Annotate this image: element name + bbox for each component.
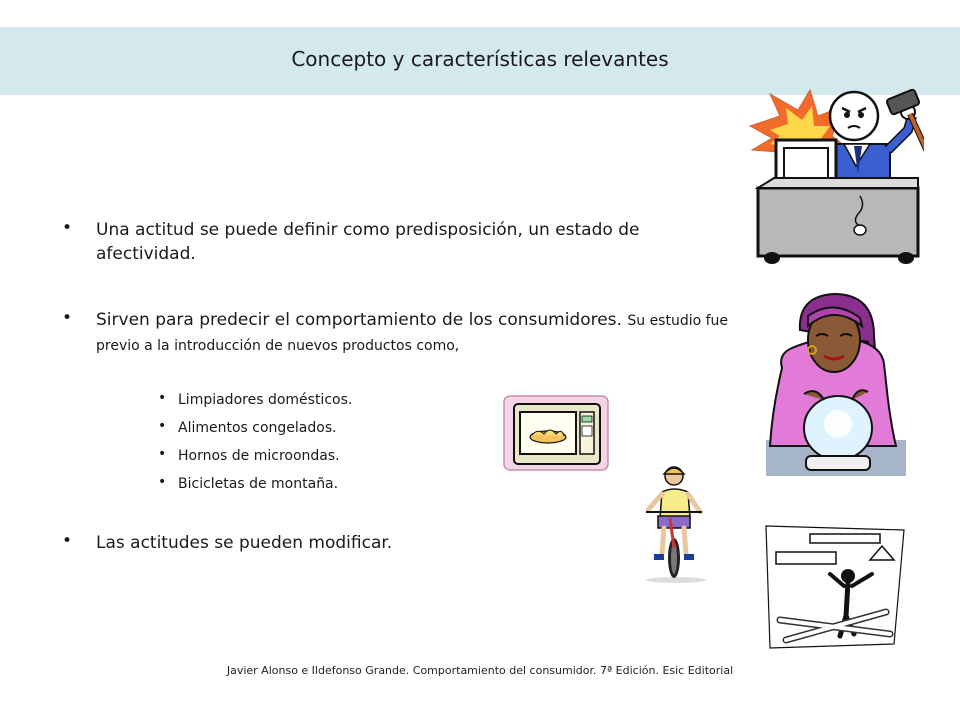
bullet-text — [96, 308, 736, 358]
sub-bullet-text: Hornos de microondas. — [178, 448, 340, 464]
fortune-teller-crystal-ball-clipart — [764, 290, 906, 482]
bullet-marker: • — [158, 474, 167, 490]
cyclist-clipart — [640, 462, 710, 584]
sub-bullet-text: Limpiadores domésticos. — [178, 392, 353, 408]
bullet-marker: • — [158, 418, 167, 434]
bullet-marker: • — [158, 390, 167, 406]
bullet-marker: • — [62, 308, 73, 328]
bullet-text: Las actitudes se pueden modificar. — [96, 533, 393, 553]
bullet-marker: • — [62, 218, 73, 238]
bullet-text-small: Su estudio fue previo a la introducción de nuevos productos como, — [96, 313, 729, 354]
slide-title: Concepto y características relevantes — [291, 47, 669, 71]
bullet-marker: • — [158, 446, 167, 462]
footer-citation: Javier Alonso e Ildefonso Grande. Comportamiento del consumidor. 7ª Edición. Esic Editorial — [226, 664, 734, 677]
bullet-marker: • — [62, 531, 73, 551]
sub-bullet-text: Bicicletas de montaña. — [178, 476, 339, 492]
bullet-text: Una actitud se puede definir como predisposición, un estado de afectividad. — [96, 220, 640, 264]
sub-bullet-text: Alimentos congelados. — [178, 420, 337, 436]
bullet-text-main: Sirven para predecir el comportamiento de los consumidores. — [96, 310, 622, 330]
angry-judge-computer-clipart — [748, 86, 924, 266]
microwave-oven-clipart — [502, 392, 612, 474]
crossroads-signpost-clipart — [760, 520, 910, 654]
